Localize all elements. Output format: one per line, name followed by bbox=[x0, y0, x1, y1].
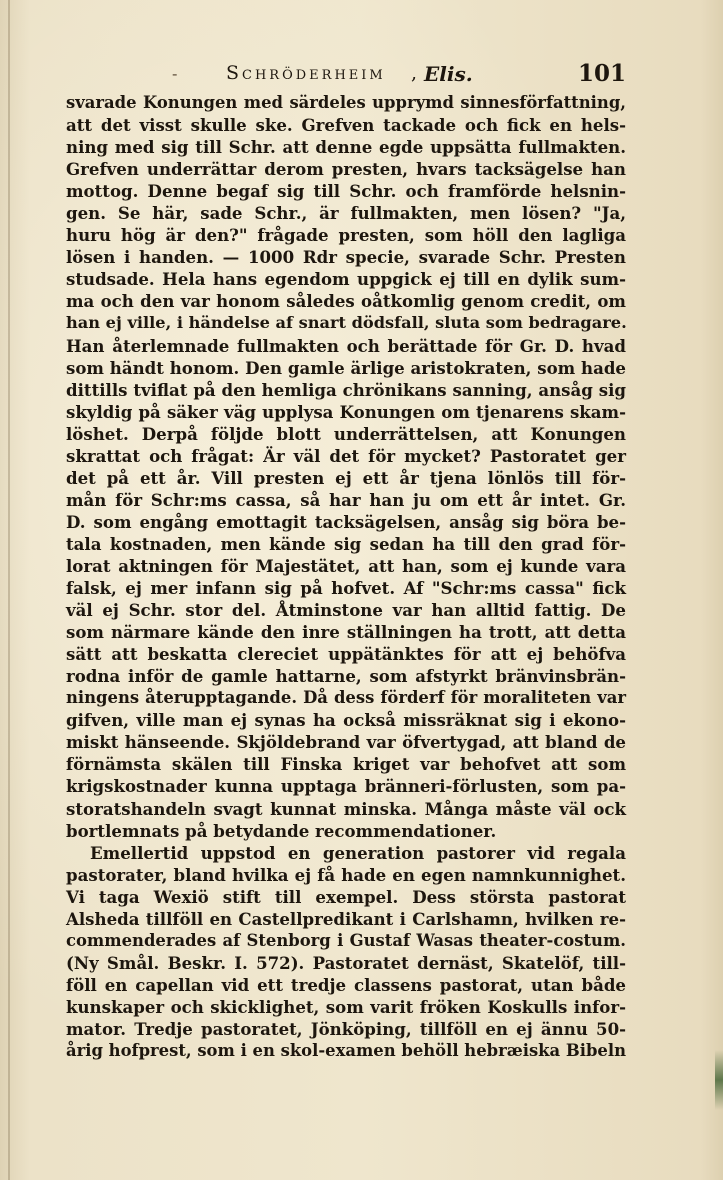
text-line: lorat aktningen för Majestätet, att han, som ej kunde vara bbox=[66, 555, 626, 576]
text-line: mator. Tredje pastoratet, Jönköping, tillföll en ej ännu 50- bbox=[66, 1018, 626, 1039]
body-text bbox=[66, 92, 626, 1062]
text-line: årig hofprest, som i en skol-examen behöll hebræiska Bibeln bbox=[66, 1041, 626, 1061]
text-line: storatshandeln svagt kunnat minska. Många måste väl ock bbox=[66, 798, 626, 819]
text-line: skyldig på säker väg upplysa Konungen om tjenarens skam- bbox=[66, 401, 626, 422]
text-line: han ej ville, i händelse af snart dödsfall, sluta som bedragare. bbox=[66, 313, 627, 333]
text-line: gifven, ville man ej synas ha också missräknat sig i ekono- bbox=[66, 710, 626, 731]
text-line: mån för Schr:ms cassa, så har han ju om ett år intet. Gr. bbox=[66, 489, 626, 510]
text-line: rodna inför de gamle hattarne, som afstyrkt bränvinsbrän- bbox=[66, 666, 626, 687]
text-line: löshet. Derpå följde blott underrättelsen, att Konungen bbox=[66, 423, 626, 444]
running-header bbox=[66, 62, 626, 88]
header-author: Schröderheim bbox=[226, 62, 386, 84]
page-number: 101 bbox=[577, 60, 626, 87]
text-line: miskt hänseende. Skjöldebrand var öfvertygad, att bland de bbox=[66, 732, 626, 753]
header-dash: - bbox=[172, 64, 178, 83]
text-line: Grefven underrättar derom presten, hvars tacksägelse han bbox=[66, 159, 626, 180]
text-line: Han återlemnade fullmakten och berättade för Gr. D. hvad bbox=[66, 335, 626, 356]
header-comma: , bbox=[411, 62, 418, 84]
text-line: ma och den var honom således oåtkomlig genom credit, om bbox=[66, 291, 626, 312]
page-gutter-edge bbox=[8, 0, 10, 1180]
text-line: huru hög är den?" frågade presten, som höll den lagliga bbox=[66, 225, 626, 246]
text-line: väl ej Schr. stor del. Åtminstone var han alltid fattig. De bbox=[66, 600, 626, 621]
paragraph-start-line: Emellertid uppstod en generation pastorer vid regala bbox=[90, 842, 626, 863]
text-line: dittills tviflat på den hemliga chrönikans sanning, ansåg sig bbox=[66, 379, 626, 400]
text-line: ningens återupptagande. Då dess förderf för moraliteten var bbox=[66, 688, 626, 708]
text-line: (Ny Smål. Beskr. I. 572). Pastoratet dernäst, Skatelöf, till- bbox=[66, 952, 626, 973]
text-line: Alsheda tillföll en Castellpredikant i Carlshamn, hvilken re- bbox=[66, 908, 626, 929]
text-line: pastorater, bland hvilka ej få hade en egen namnkunnighet. bbox=[66, 864, 626, 885]
text-line: svarade Konungen med särdeles upprymd sinnesförfattning, bbox=[66, 93, 626, 112]
text-line: gen. Se här, sade Schr., är fullmakten, men lösen? "Ja, bbox=[66, 203, 626, 224]
page-edge-stain bbox=[715, 1050, 723, 1110]
text-line: commenderades af Stenborg i Gustaf Wasas theater-costum. bbox=[66, 930, 626, 950]
text-line: det på ett år. Vill presten ej ett år tjena lönlös till för- bbox=[66, 467, 626, 488]
text-line: mottog. Denne begaf sig till Schr. och framförde helsnin- bbox=[66, 181, 626, 202]
text-line: skrattat och frågat: Är väl det för mycket? Pastoratet ger bbox=[66, 445, 626, 466]
paragraph-end-line: bortlemnats på betydande recommendationer. bbox=[66, 820, 497, 841]
text-line: falsk, ej mer infann sig på hofvet. Af "Schr:ms cassa" fick bbox=[66, 578, 626, 599]
text-line: kunskaper och skicklighet, som varit fröken Koskulls infor- bbox=[66, 996, 626, 1017]
text-line: som händt honom. Den gamle ärlige aristokraten, som hade bbox=[66, 357, 626, 378]
text-line: sätt att beskatta clereciet uppätänktes för att ej behöfva bbox=[66, 644, 626, 665]
text-line: föll en capellan vid ett tredje classens pastorat, utan både bbox=[66, 974, 626, 995]
text-line: studsade. Hela hans egendom uppgick ej till en dylik sum- bbox=[66, 269, 626, 290]
header-subject: Elis. bbox=[424, 62, 473, 86]
text-line: Vi taga Wexiö stift till exempel. Dess största pastorat bbox=[66, 886, 626, 907]
text-line: D. som engång emottagit tacksägelsen, ansåg sig böra be- bbox=[66, 511, 626, 532]
text-line: lösen i handen. — 1000 Rdr specie, svarade Schr. Presten bbox=[66, 247, 626, 268]
text-line: krigskostnader kunna upptaga bränneri-förlusten, som pa- bbox=[66, 776, 626, 797]
text-line: ning med sig till Schr. att denne egde uppsätta fullmakten. bbox=[66, 137, 626, 158]
text-line: att det visst skulle ske. Grefven tackade och fick en hels- bbox=[66, 115, 626, 136]
text-line: tala kostnaden, men kände sig sedan ha till den grad för- bbox=[66, 533, 626, 554]
text-line: förnämsta skälen till Finska kriget var behofvet att som bbox=[66, 754, 626, 775]
text-line: som närmare kände den inre ställningen ha trott, att detta bbox=[66, 622, 626, 643]
